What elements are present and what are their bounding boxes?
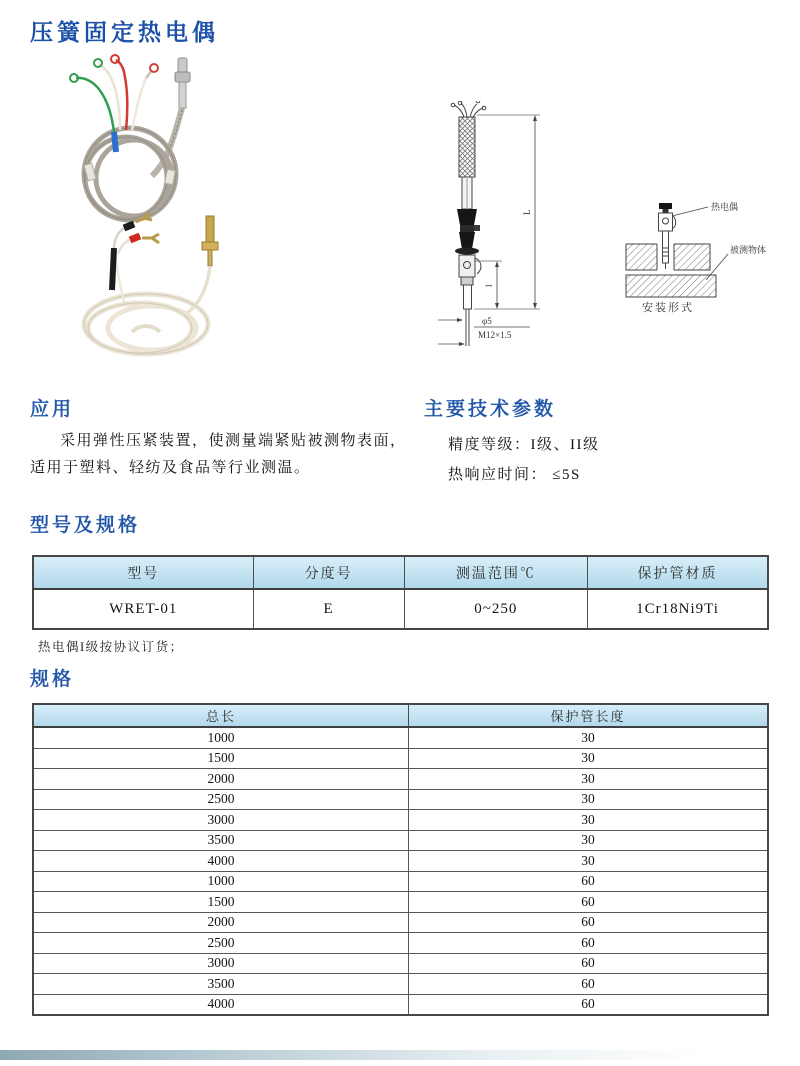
- table-cell: 30: [408, 769, 768, 790]
- page-title: 压簧固定热电偶: [30, 19, 219, 45]
- table-cell: 60: [408, 871, 768, 892]
- column-header: 总长: [33, 704, 408, 727]
- table-row: [33, 933, 768, 954]
- table-cell: 2000: [33, 769, 408, 790]
- table-row: [33, 810, 768, 831]
- table-cell: 30: [408, 727, 768, 748]
- table-cell: 60: [408, 994, 768, 1015]
- table-cell: 30: [408, 748, 768, 769]
- measured-object-label: 被测物体: [730, 245, 767, 255]
- table-cell: 3000: [33, 810, 408, 831]
- column-header: 分度号: [253, 556, 404, 589]
- table-cell: 1Cr18Ni9Ti: [588, 589, 768, 629]
- table-cell: 3500: [33, 974, 408, 995]
- dim-diameter-label: φ5: [482, 316, 492, 326]
- footer-gradient-bar: [0, 1050, 800, 1060]
- table-cell: 30: [408, 789, 768, 810]
- table-cell: 2500: [33, 789, 408, 810]
- table-row: [33, 727, 768, 748]
- table-cell: 0~250: [404, 589, 588, 629]
- installation-diagram: [610, 196, 798, 316]
- table-cell: 30: [408, 830, 768, 851]
- table-cell: 60: [408, 933, 768, 954]
- table-cell: 30: [408, 810, 768, 831]
- table-row: [33, 912, 768, 933]
- column-header: 测温范围℃: [404, 556, 588, 589]
- table-row: [33, 748, 768, 769]
- response-time-line: 热响应时间： ≤5S: [448, 467, 581, 483]
- table-cell: 4000: [33, 851, 408, 872]
- table-cell: E: [253, 589, 404, 629]
- application-body: 采用弹性压紧装置，使测量端紧贴被测物表面，适用于塑料、轻纺及食品等行业测温。: [30, 433, 407, 476]
- table-row: [33, 789, 768, 810]
- table-cell: 1000: [33, 871, 408, 892]
- dim-l-label: l: [484, 284, 494, 287]
- column-header: 保护管长度: [408, 704, 768, 727]
- table-row: [33, 892, 768, 913]
- order-note: 热电偶I级按协议订货；: [38, 640, 184, 654]
- table-row: [33, 953, 768, 974]
- product-photos: [28, 52, 258, 374]
- table-cell: 1000: [33, 727, 408, 748]
- spec-heading: 规格: [30, 669, 75, 690]
- column-header: 保护管材质: [588, 556, 768, 589]
- table-cell: WRET-01: [33, 589, 253, 629]
- accuracy-line: 精度等级：I级、II级: [448, 437, 600, 453]
- table-row: [33, 974, 768, 995]
- table-cell: 60: [408, 912, 768, 933]
- table-cell: 30: [408, 851, 768, 872]
- table-row: [33, 851, 768, 872]
- technical-drawing: [430, 101, 600, 351]
- table-row: [33, 589, 768, 629]
- spec-table: [32, 703, 769, 1016]
- tech-params-heading: 主要技术参数: [424, 399, 557, 420]
- dim-thread-label: M12×1.5: [478, 330, 512, 340]
- table-row: [33, 994, 768, 1015]
- column-header: 型号: [33, 556, 253, 589]
- table-cell: 60: [408, 974, 768, 995]
- table-row: [33, 769, 768, 790]
- model-spec-heading: 型号及规格: [30, 515, 141, 536]
- header-row: [33, 556, 768, 589]
- table-cell: 3000: [33, 953, 408, 974]
- table-cell: 2000: [33, 912, 408, 933]
- model-table: [32, 555, 769, 630]
- table-cell: 1500: [33, 892, 408, 913]
- application-heading: 应用: [30, 399, 75, 420]
- table-cell: 3500: [33, 830, 408, 851]
- header-row: [33, 704, 768, 727]
- table-cell: 60: [408, 953, 768, 974]
- installation-caption: 安装形式: [642, 302, 694, 314]
- table-cell: 1500: [33, 748, 408, 769]
- photo-braided-thermocouple: [70, 55, 190, 220]
- table-cell: 4000: [33, 994, 408, 1015]
- photo-fiberglass-thermocouple: [84, 213, 218, 354]
- thermocouple-label: 热电偶: [711, 202, 739, 212]
- table-row: [33, 871, 768, 892]
- dim-L-label: L: [522, 209, 532, 215]
- table-cell: 60: [408, 892, 768, 913]
- table-cell: 2500: [33, 933, 408, 954]
- tech-params-lines: [448, 430, 600, 490]
- table-row: [33, 830, 768, 851]
